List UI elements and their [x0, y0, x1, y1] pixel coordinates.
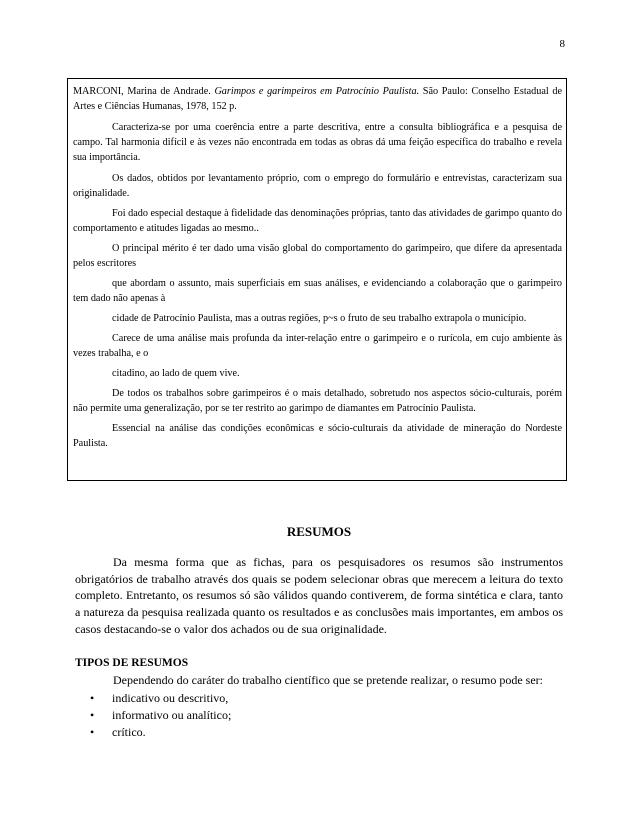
list-item-text: indicativo ou descritivo, — [112, 691, 229, 706]
record-paragraph: citadino, ao lado de quem vive. — [112, 368, 240, 379]
tipos-section — [75, 655, 563, 741]
list-item-text: crítico. — [112, 725, 146, 740]
list-item — [75, 724, 563, 741]
reference-citation — [73, 84, 562, 114]
record-paragraph: cidade de Patrocínio Paulista, mas a outras regiões, p~s o fruto de seu trabalho extrapola o município. — [112, 313, 527, 324]
list-item-text: informativo ou analítico; — [112, 708, 232, 723]
record-paragraph: que abordam o assunto, mais superficiais em suas análises, e evidenciando a colaboração que o garimpeiro tem dado não apenas à — [73, 278, 562, 304]
reference-author: MARCONI, Marina de Andrade. — [73, 86, 215, 97]
tipos-lead-text: Dependendo do caráter do trabalho científico que se pretende realizar, o resumo pode ser: — [113, 672, 543, 687]
resumos-heading: RESUMOS — [286, 524, 352, 539]
page-number: 8 — [559, 38, 565, 50]
record-paragraph: De todos os trabalhos sobre garimpeiros é o mais detalhado, sobretudo nos aspectos sócio-culturais, porém não permite uma generalização, por se ter restrito ao garimpo de diamantes em Patrocínio Paulista. — [73, 388, 562, 414]
record-paragraph: Os dados, obtidos por levantamento próprio, com o emprego do formulário e entrevistas, caracterizam sua originalidade. — [73, 173, 562, 199]
record-paragraph: Foi dado especial destaque à fidelidade das denominações próprias, tanto das atividades de garimpo quanto do comportamento e atitudes ligadas ao mesmo.. — [73, 208, 562, 234]
list-item — [75, 707, 563, 724]
record-paragraph: Carece de uma análise mais profunda da inter-relação entre o garimpeiro e o rurícola, em cujo ambiente às vezes trabalha, e o — [73, 333, 562, 359]
bibliographic-record-box — [67, 78, 567, 481]
bullet-icon: • — [90, 691, 95, 706]
record-paragraph: Essencial na análise das condições econômicas e sócio-culturais da atividade de mineração do Nordeste Paulista. — [73, 423, 562, 449]
resumos-section — [75, 554, 563, 638]
record-paragraph: O principal mérito é ter dado uma visão global do comportamento do garimpeiro, que difere da apresentada pelos escritores — [73, 243, 562, 269]
reference-publication: São Paulo: Conselho Estadual de Artes e Ciências Humanas, 1978, 152 p. — [73, 86, 562, 112]
resumos-paragraph: Da mesma forma que as fichas, para os pesquisadores os resumos são instrumentos obrigatórios de trabalho através dos quais se podem selecionar obras que merecem a leitura do texto completo. Entretanto, os resumos só são válidos quando contiverem, de forma sintética e clara, tanto a natureza da pesquisa realizada quanto os resultados e as conclusões mais importantes, em ambos os casos destacando-se o valor dos achados ou de sua originalidade. — [75, 555, 563, 636]
list-item — [75, 690, 563, 707]
tipos-heading: TIPOS DE RESUMOS — [75, 657, 189, 669]
reference-title: Garimpos e garimpeiros em Patrocínio Paulista. — [214, 86, 420, 97]
tipos-list — [75, 690, 563, 741]
bullet-icon: • — [90, 725, 95, 740]
bullet-icon: • — [90, 708, 95, 723]
record-paragraph: Caracteriza-se por uma coerência entre a parte descritiva, entre a consulta bibliográfica e a pesquisa de campo. Tal harmonia difícil e às vezes não encontrada em todas as obras dá uma feição específica do trabalho e revela sua importância. — [73, 122, 562, 163]
